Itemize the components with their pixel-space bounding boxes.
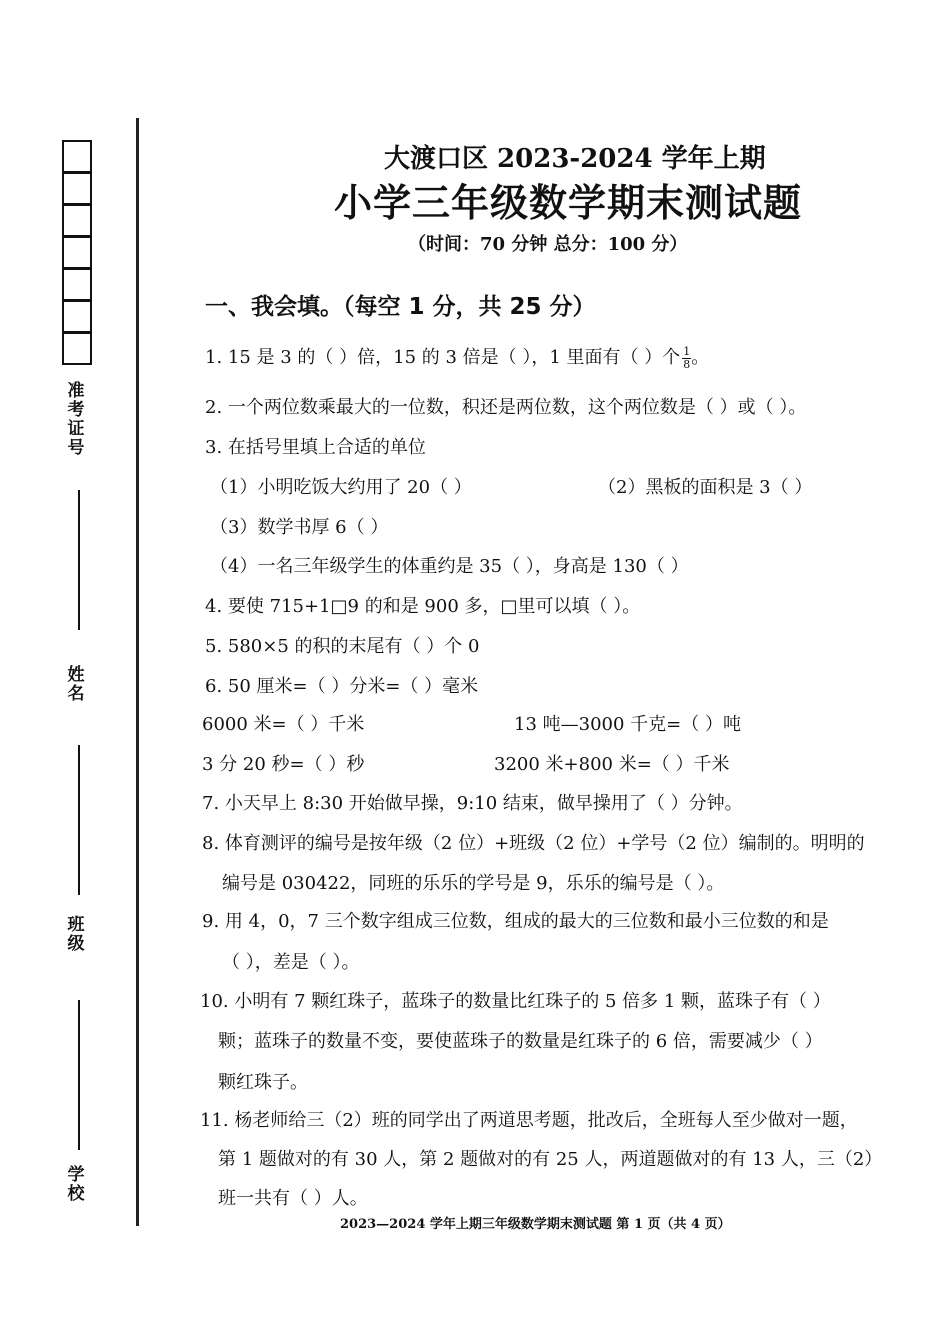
question-6-line-3b: 3200 米+800 米=（ ）千米 [494,754,730,775]
admission-number-line[interactable] [78,490,80,630]
question-3-3: （3）数学书厚 6（ ） [210,517,389,538]
question-11-line-2: 第 1 题做对的有 30 人，第 2 题做对的有 25 人，两道题做对的有 13 人，三（2） [218,1149,883,1170]
question-8-line-1: 8. 体育测评的编号是按年级（2 位）+班级（2 位）+学号（2 位）编制的。明明的 [202,833,865,854]
admission-digit-box[interactable] [62,204,92,237]
question-1-text: 1. 15 是 3 的（ ）倍，15 的 3 倍是（ ），1 里面有（ ）个 [205,347,681,368]
question-10-line-1: 10. 小明有 7 颗红珠子，蓝珠子的数量比红珠子的 5 倍多 1 颗，蓝珠子有（ ） [200,991,831,1012]
question-1 [205,343,709,371]
question-11-line-3: 班一共有（ ）人。 [218,1188,368,1209]
admission-digit-box[interactable] [62,172,92,205]
admission-digit-box[interactable] [62,268,92,301]
question-6-line-1: 6. 50 厘米=（ ）分米=（ ）毫米 [205,676,479,697]
fraction-numerator: 1 [683,344,691,358]
name-line[interactable] [78,745,80,895]
question-10-line-3: 颗红珠子。 [218,1072,308,1093]
question-6-line-2b: 13 吨—3000 千克=（ ）吨 [514,714,741,735]
school-label: 学校 [67,1165,85,1204]
section-title: 一、我会填。（每空 1 分，共 25 分） [205,294,596,320]
question-4: 4. 要使 715+1□9 的和是 900 多，□里可以填（ ）。 [205,596,641,617]
class-line[interactable] [78,1000,80,1150]
question-6-line-2a: 6000 米=（ ）千米 [202,714,365,735]
admission-digit-box[interactable] [62,332,92,365]
question-5: 5. 580×5 的积的末尾有（ ）个 0 [205,636,480,657]
exam-region-title: 大渡口区 2023-2024 学年上期 [384,144,766,174]
question-11-line-1: 11. 杨老师给三（2）班的同学出了两道思考题，批改后，全班每人至少做对一题， [200,1110,858,1131]
exam-time-score: （时间：70 分钟 总分：100 分） [408,234,688,255]
fraction-one-eighth [682,346,691,371]
question-3-2: （2）黑板的面积是 3（ ） [598,477,813,498]
page-footer: 2023—2024 学年上期三年级数学期末测试题 第 1 页（共 4 页） [340,1217,731,1232]
question-2: 2. 一个两位数乘最大的一位数，积还是两位数，这个两位数是（ ）或（ ）。 [205,397,807,418]
fraction-denominator: 8 [683,357,691,371]
question-3-1: （1）小明吃饭大约用了 20（ ） [210,477,472,498]
question-9-line-1: 9. 用 4，0，7 三个数字组成三位数，组成的最大的三位数和最小三位数的和是 [202,911,829,932]
question-7: 7. 小天早上 8:30 开始做早操，9:10 结束，做早操用了（ ）分钟。 [202,793,743,814]
question-8-line-2: 编号是 030422，同班的乐乐的学号是 9，乐乐的编号是（ ）。 [222,873,725,894]
exam-title: 小学三年级数学期末测试题 [334,180,803,225]
question-3: 3. 在括号里填上合适的单位 [205,437,426,458]
binding-divider-line [136,118,139,1226]
admission-digit-box[interactable] [62,140,92,173]
name-label: 姓名 [67,665,85,704]
admission-number-label: 准考证号 [67,381,85,458]
question-10-line-2: 颗；蓝珠子的数量不变，要使蓝珠子的数量是红珠子的 6 倍，需要减少（ ） [218,1031,823,1052]
question-6-line-3a: 3 分 20 秒=（ ）秒 [202,754,365,775]
admission-digit-box[interactable] [62,300,92,333]
question-1-end: 。 [691,347,710,368]
admission-digit-box[interactable] [62,236,92,269]
question-3-4: （4）一名三年级学生的体重约是 35（ ），身高是 130（ ） [210,556,689,577]
question-9-line-2: （ ），差是（ ）。 [222,952,360,973]
class-label: 班级 [67,915,85,954]
